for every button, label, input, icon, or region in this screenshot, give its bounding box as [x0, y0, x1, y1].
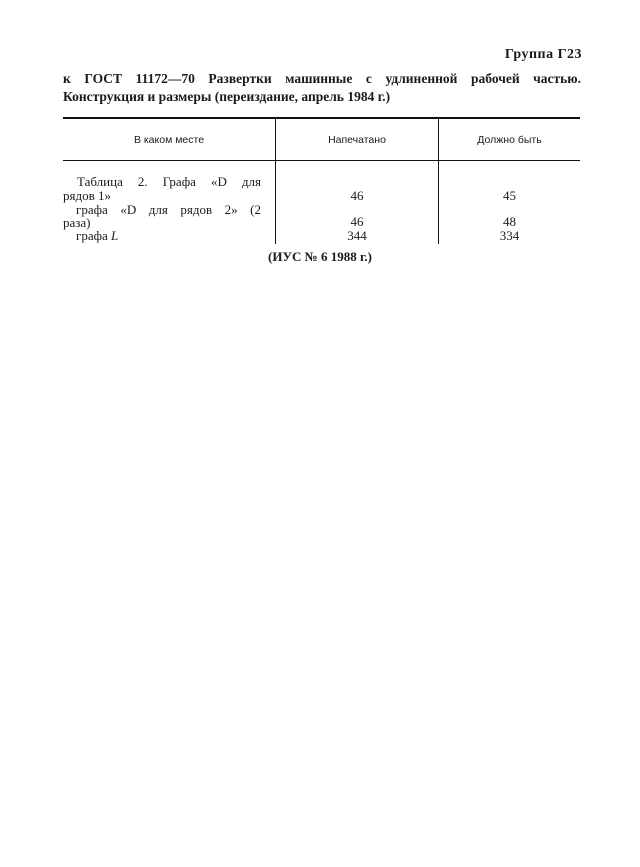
row3-place-italic: L [111, 228, 119, 243]
row1-should-be: 45 [503, 188, 516, 203]
table-header-rule [63, 160, 580, 161]
header-place: В каком месте [133, 134, 205, 146]
row1-place-line2: рядов 1» [63, 188, 111, 203]
row3-place-prefix: графа [76, 228, 108, 243]
header-should-be: Должно быть [477, 134, 542, 146]
document-title: к ГОСТ 11172—70 Развертки машинные с удлиненной рабочей частью. Конструкция и размеры (переиздание, апрель 1984 г.) [63, 71, 581, 104]
row3-should-be: 334 [499, 228, 520, 243]
row1-place-line1: Таблица 2. Графа «D для [77, 174, 261, 189]
row3-place [63, 229, 276, 242]
footer-note: (ИУС № 6 1988 г.) [268, 249, 372, 264]
row3-printed: 344 [347, 228, 367, 243]
table-top-rule [63, 117, 580, 119]
group-label: Группа Г23 [504, 47, 582, 62]
row2-printed: 46 [350, 214, 364, 229]
row2-place-line1: графа «D для рядов 2» (2 [76, 202, 261, 217]
row1-printed: 46 [350, 188, 364, 203]
erratum-table [63, 117, 580, 244]
row2-should-be: 48 [503, 214, 516, 229]
row2-place-line2: раза) [63, 215, 91, 230]
header-printed: Напечатано [328, 134, 386, 146]
